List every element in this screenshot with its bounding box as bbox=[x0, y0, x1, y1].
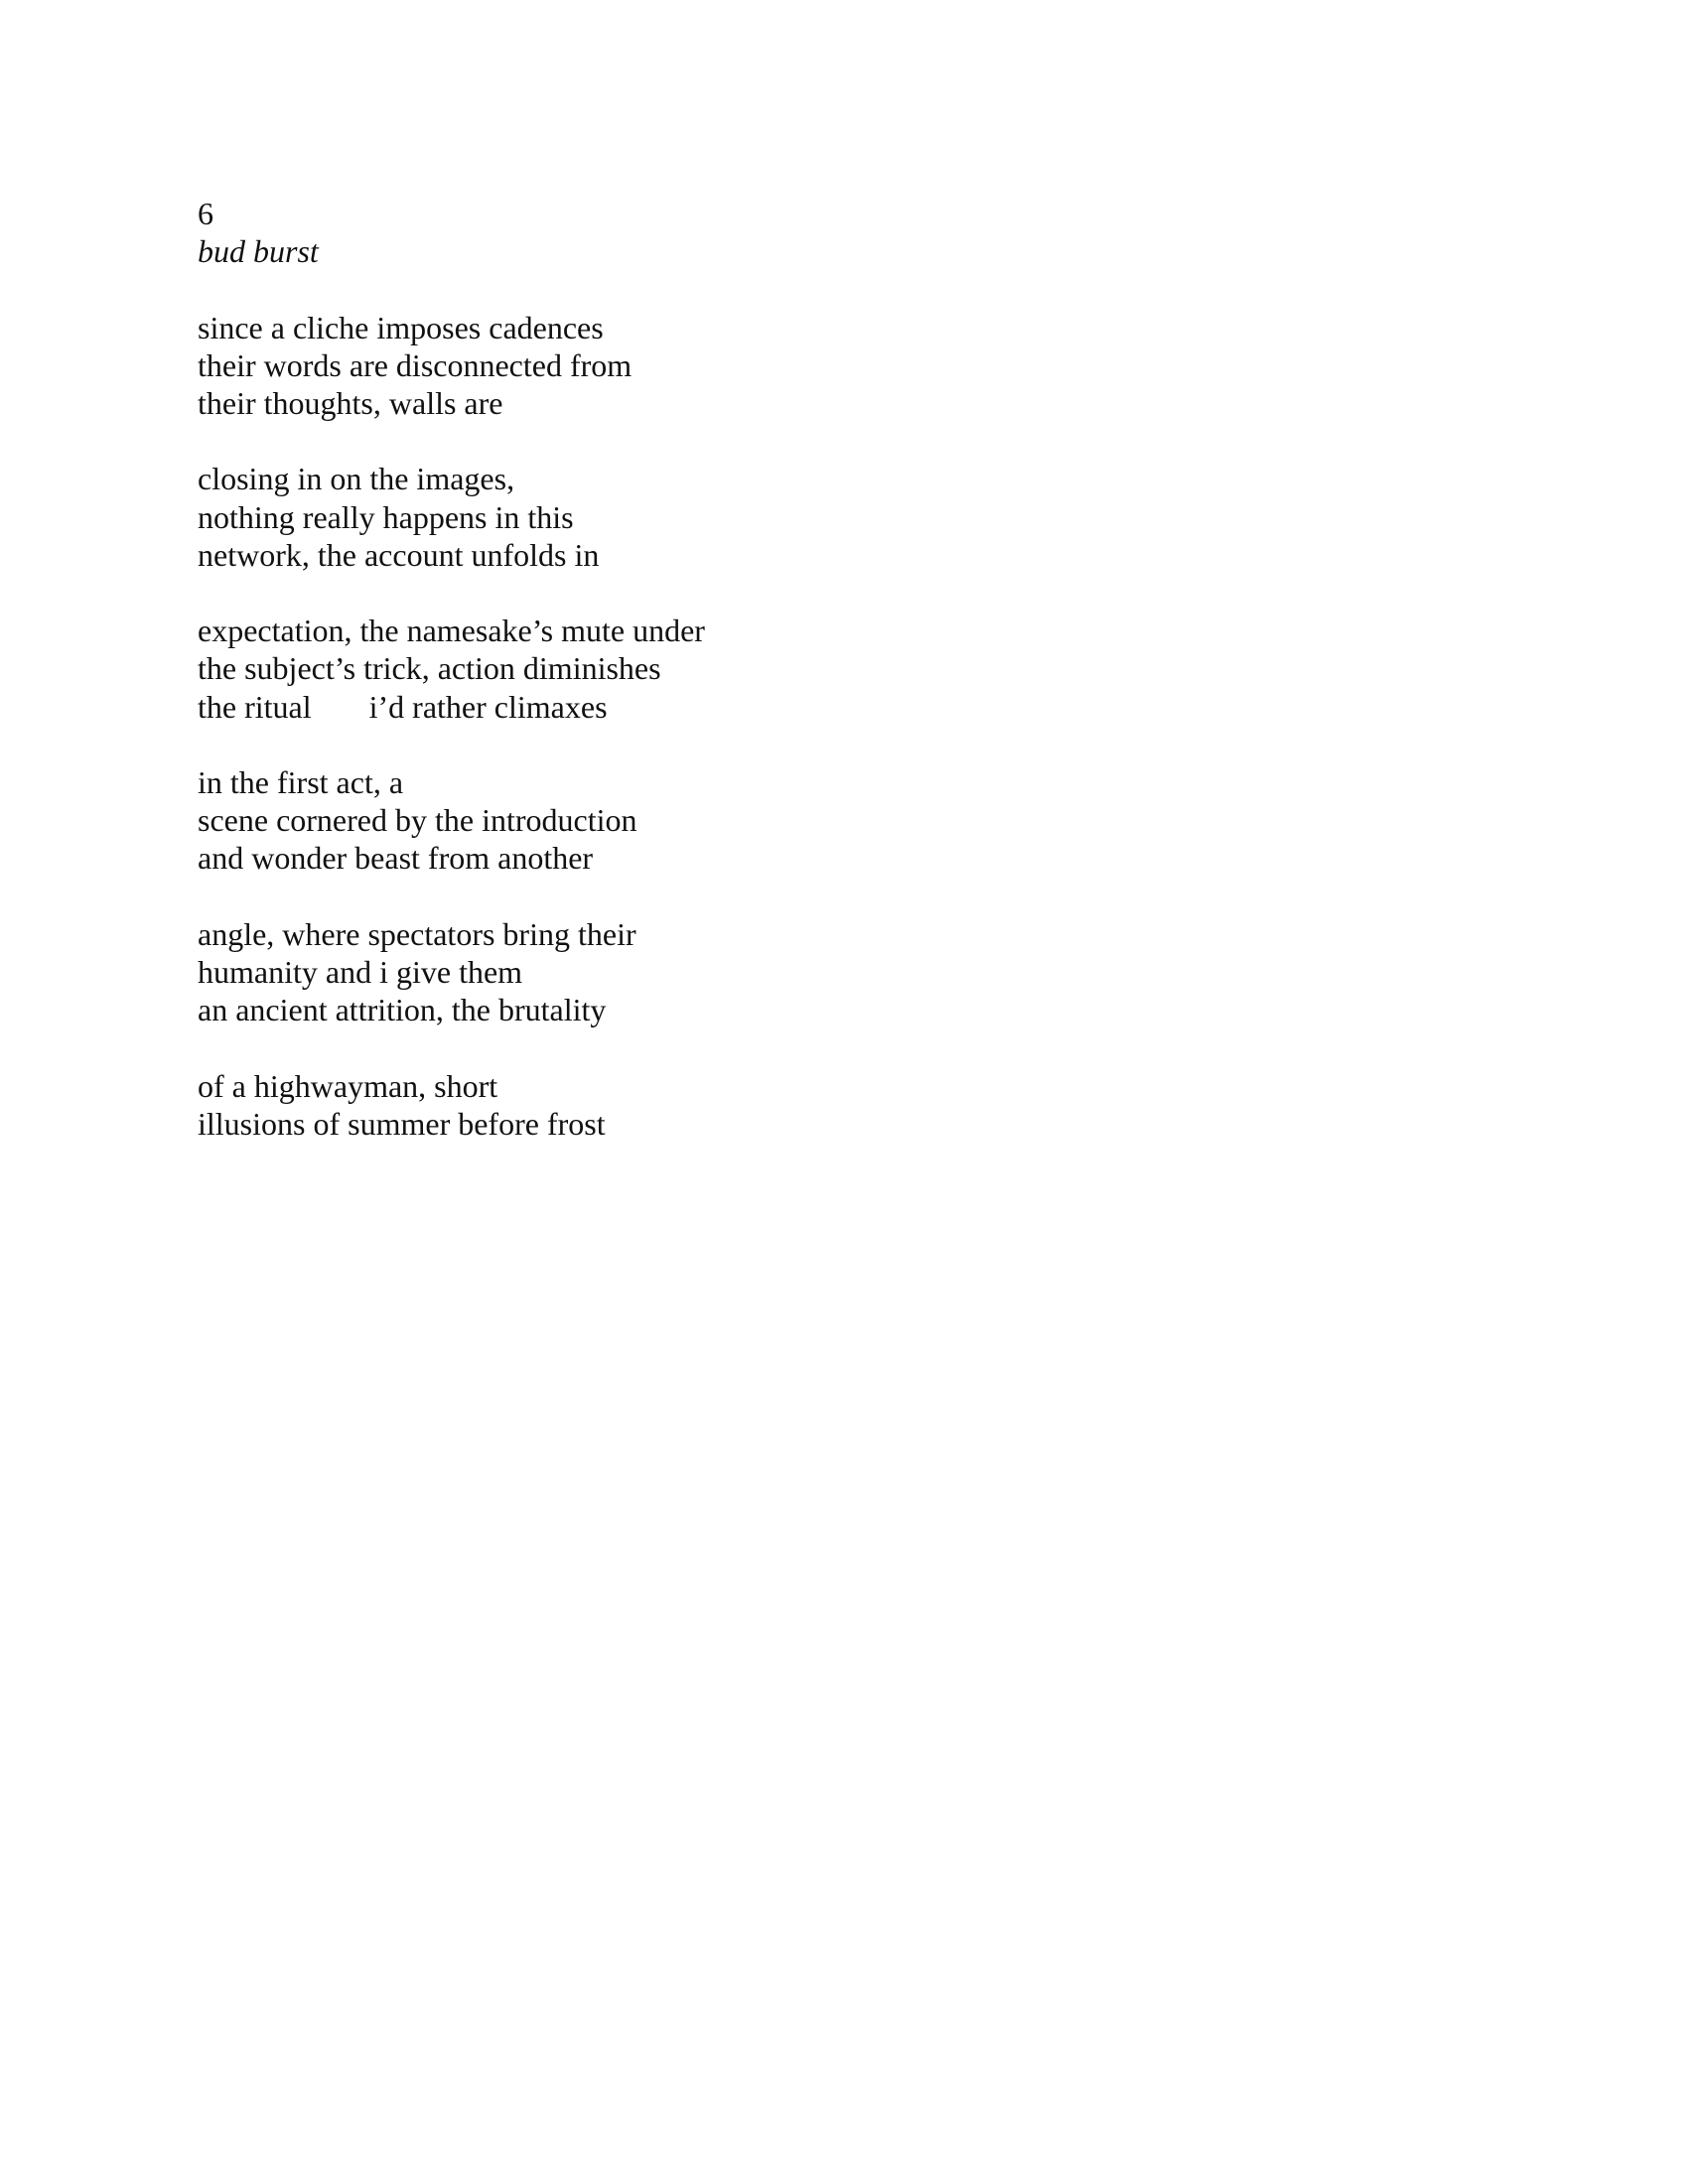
stanza-6 bbox=[198, 1067, 1488, 1143]
poem-title: bud burst bbox=[198, 233, 319, 270]
split-line-after: i’d rather climaxes bbox=[368, 688, 608, 725]
stanza-4 bbox=[198, 763, 1488, 878]
split-line-before: the ritual bbox=[198, 688, 312, 725]
stanza-2 bbox=[198, 460, 1488, 574]
poem-line: and wonder beast from another bbox=[198, 840, 594, 877]
poem-line: network, the account unfolds in bbox=[198, 536, 600, 573]
poem-split-line bbox=[198, 688, 1488, 726]
poem-line: since a cliche imposes cadences bbox=[198, 309, 604, 345]
poem-line: their words are disconnected from bbox=[198, 346, 633, 383]
poem-line: humanity and i give them bbox=[198, 953, 523, 990]
stanza-3 bbox=[198, 612, 1488, 726]
poem-line: an ancient attrition, the brutality bbox=[198, 992, 607, 1028]
poem-line: their thoughts, walls are bbox=[198, 385, 503, 421]
poem-line: illusions of summer before frost bbox=[198, 1105, 606, 1142]
stanza-1 bbox=[198, 309, 1488, 423]
poem-line: the subject’s trick, action diminishes bbox=[198, 650, 661, 687]
poem-line: closing in on the images, bbox=[198, 461, 515, 497]
poem-line: in the first act, a bbox=[198, 763, 404, 800]
poem-line: angle, where spectators bring their bbox=[198, 915, 636, 952]
poem bbox=[198, 195, 1488, 1143]
poem-line: expectation, the namesake’s mute under bbox=[198, 613, 705, 649]
stanza-5 bbox=[198, 915, 1488, 1029]
poem-line: of a highwayman, short bbox=[198, 1067, 498, 1104]
poem-number: 6 bbox=[198, 196, 213, 231]
poem-line: scene cornered by the introduction bbox=[198, 802, 637, 839]
poem-line: nothing really happens in this bbox=[198, 498, 574, 535]
